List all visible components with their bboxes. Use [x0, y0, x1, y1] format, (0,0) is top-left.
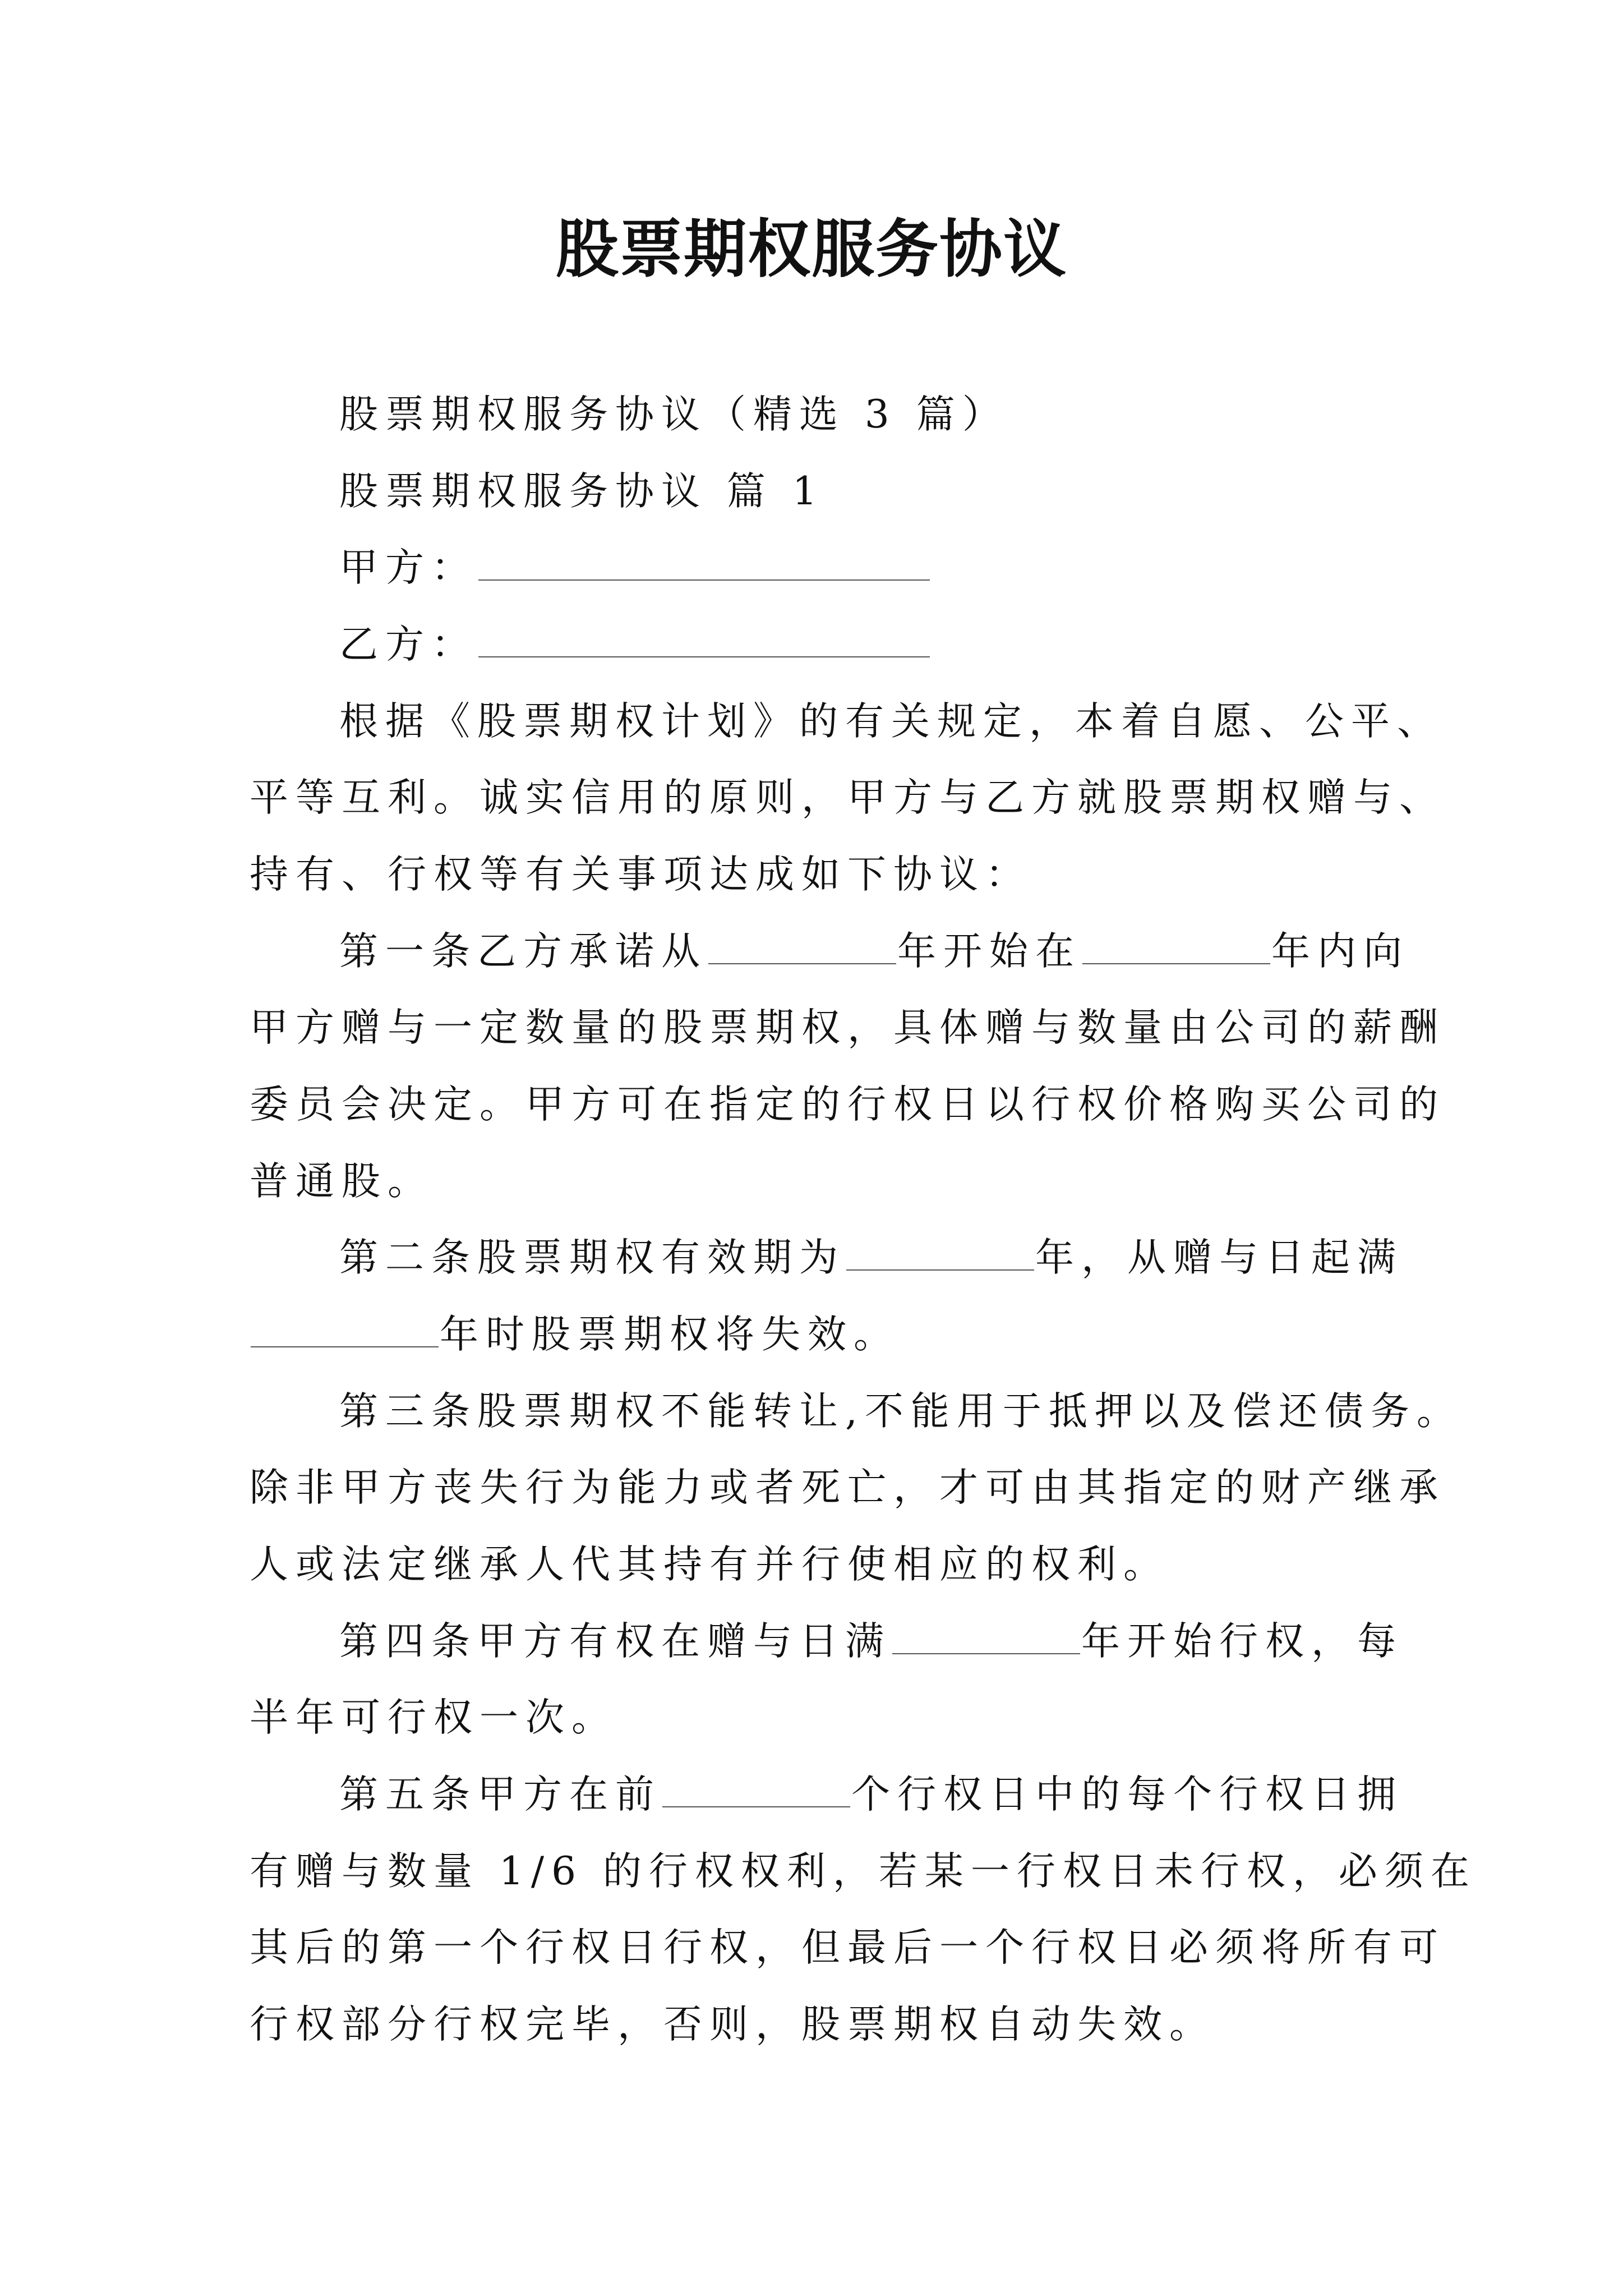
- party-b-label: 乙方：: [339, 622, 477, 667]
- intro-line: 平等互利。诚实信用的原则，甲方与乙方就股票期权赠与、: [250, 775, 1445, 820]
- subtitle: 股票期权服务协议（精选 3 篇）: [339, 392, 1008, 437]
- article2-text: 年，从赠与日起满: [1035, 1235, 1403, 1280]
- party-a-label: 甲方：: [339, 545, 477, 590]
- section-heading: 股票期权服务协议 篇 1: [339, 469, 824, 514]
- article4-line: 半年可行权一次。: [250, 1695, 617, 1740]
- article1-first-line: [339, 929, 1409, 974]
- article1-line: 委员会决定。甲方可在指定的行权日以行权价格购买公司的: [250, 1082, 1445, 1127]
- article4-first-line: [339, 1619, 1403, 1664]
- article5-line: 其后的第一个行权日行权，但最后一个行权日必须将所有可: [250, 1925, 1445, 1970]
- intro-line: 持有、行权等有关事项达成如下协议：: [250, 852, 1031, 897]
- article5-text: 个行权日中的每个行权日拥: [851, 1772, 1403, 1817]
- article3-line: 除非甲方丧失行为能力或者死亡，才可由其指定的财产继承: [250, 1465, 1445, 1510]
- article1-blank-duration: [1082, 961, 1270, 964]
- article3-line: 第三条股票期权不能转让,不能用于抵押以及偿还债务。: [339, 1389, 1463, 1434]
- article2-blank-validity: [846, 1267, 1034, 1271]
- article1-text: 年内向: [1271, 929, 1409, 974]
- article5-first-line: [339, 1772, 1403, 1817]
- article4-text: 年开始行权，每: [1081, 1619, 1403, 1664]
- party-a-line: [339, 545, 931, 590]
- article2-first-line: [339, 1235, 1403, 1280]
- article4-text: 第四条甲方有权在赠与日满: [339, 1619, 891, 1664]
- article4-blank-years: [892, 1651, 1080, 1654]
- document-title: 股票期权服务协议: [556, 213, 1067, 286]
- article1-text: 第一条乙方承诺从: [339, 929, 707, 974]
- article2-second-line: [250, 1312, 900, 1357]
- article1-text: 年开始在: [897, 929, 1081, 974]
- party-a-blank: [478, 577, 930, 581]
- party-b-blank: [478, 654, 930, 657]
- article1-blank-start-year: [708, 961, 896, 964]
- article1-line: 普通股。: [250, 1159, 434, 1204]
- article5-text: 第五条甲方在前: [339, 1772, 661, 1817]
- article3-line: 人或法定继承人代其持有并行使相应的权利。: [250, 1542, 1169, 1587]
- article5-line: 有赠与数量 1/6 的行权权利，若某一行权日未行权，必须在: [250, 1849, 1477, 1894]
- party-b-line: [339, 622, 931, 667]
- article2-blank-expiry: [251, 1344, 439, 1347]
- article2-text: 第二条股票期权有效期为: [339, 1235, 845, 1280]
- intro-line: 根据《股票期权计划》的有关规定，本着自愿、公平、: [339, 699, 1443, 744]
- article2-text: 年时股票期权将失效。: [440, 1312, 900, 1357]
- article5-blank-count: [662, 1804, 850, 1807]
- article1-line: 甲方赠与一定数量的股票期权，具体赠与数量由公司的薪酬: [250, 1005, 1445, 1050]
- article5-line: 行权部分行权完毕，否则，股票期权自动失效。: [250, 2002, 1215, 2047]
